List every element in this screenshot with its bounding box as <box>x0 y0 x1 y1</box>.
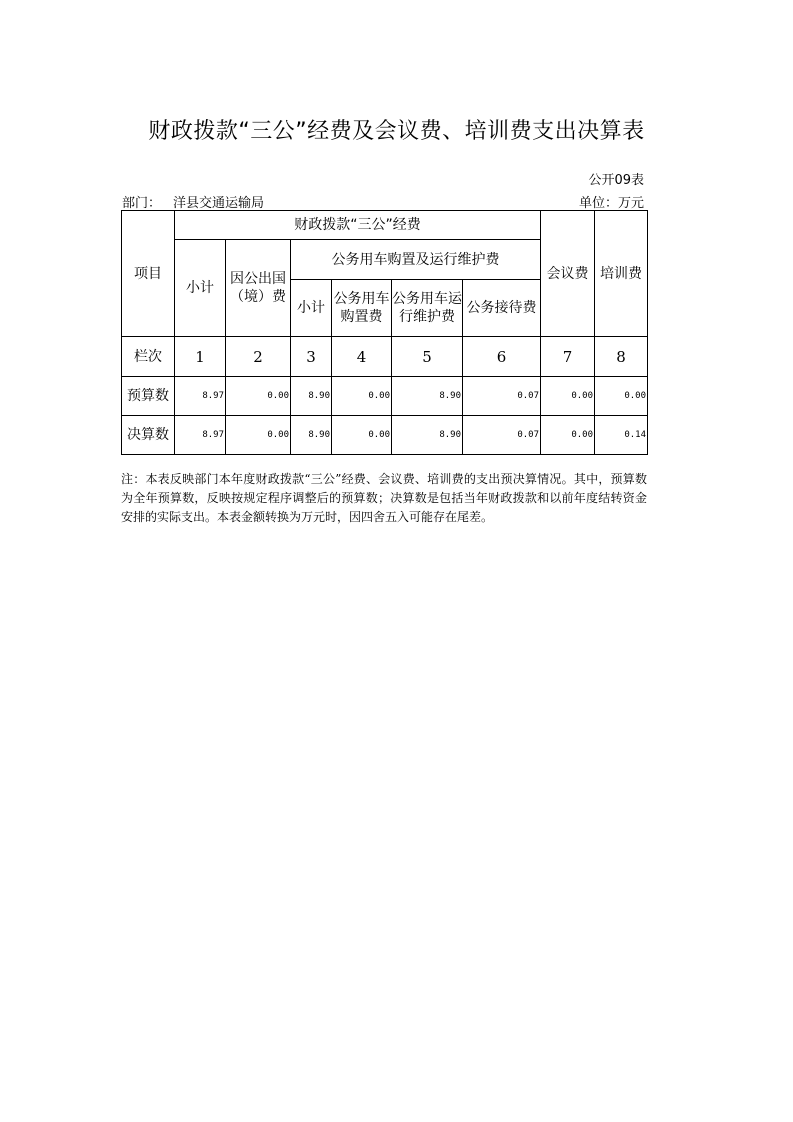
table-cell: 0.07 <box>463 416 541 455</box>
column-number: 6 <box>463 337 541 377</box>
form-number: 公开09表 <box>588 173 644 188</box>
table-cell: 0.00 <box>332 416 392 455</box>
column-number-label: 栏次 <box>122 337 175 377</box>
table-cell: 0.14 <box>595 416 648 455</box>
table-cell: 0.00 <box>332 377 392 416</box>
table-cell: 0.07 <box>463 377 541 416</box>
table-row <box>122 377 648 416</box>
table-cell: 8.97 <box>175 377 226 416</box>
column-number: 5 <box>392 337 463 377</box>
table-cell: 8.97 <box>175 416 226 455</box>
table-cell: 0.00 <box>226 377 291 416</box>
column-number: 4 <box>332 337 392 377</box>
table-cell: 0.00 <box>541 377 595 416</box>
unit-label: 单位：万元 <box>578 196 644 211</box>
table-cell: 8.90 <box>392 416 463 455</box>
column-number: 8 <box>595 337 648 377</box>
column-number: 3 <box>291 337 332 377</box>
expenditure-table <box>121 210 648 455</box>
column-number: 1 <box>175 337 226 377</box>
department-line <box>122 192 264 211</box>
row-label-final: 决算数 <box>122 416 175 455</box>
footnote: 注：本表反映部门本年度财政拨款“三公”经费、会议费、培训费的支出预决算情况。其中，预算数为全年预算数，反映按规定程序调整后的预算数；决算数是包括当年财政拨款和以前年度结转资金安排的实际支出。本表金额转换为万元时，因四舍五入可能存在尾差。 <box>121 472 647 524</box>
column-number-row <box>122 337 648 377</box>
header-meeting: 会议费 <box>541 211 595 337</box>
header-row-1 <box>122 211 648 240</box>
page-title: 财政拨款“三公”经费及会议费、培训费支出决算表 <box>148 119 645 144</box>
row-label-budget: 预算数 <box>122 377 175 416</box>
header-vehicle-purchase: 公务用车购置费 <box>332 280 392 337</box>
header-vehicle-subtotal: 小计 <box>291 280 332 337</box>
table-cell: 8.90 <box>291 377 332 416</box>
header-reception: 公务接待费 <box>463 280 541 337</box>
table-cell: 0.00 <box>541 416 595 455</box>
header-item: 项目 <box>122 211 175 337</box>
header-three-public: 财政拨款“三公”经费 <box>175 211 541 240</box>
column-number: 7 <box>541 337 595 377</box>
header-training: 培训费 <box>595 211 648 337</box>
header-vehicle-maintenance: 公务用车运行维护费 <box>392 280 463 337</box>
table-cell: 0.00 <box>595 377 648 416</box>
column-number: 2 <box>226 337 291 377</box>
header-vehicle: 公务用车购置及运行维护费 <box>291 240 541 280</box>
table-cell: 8.90 <box>291 416 332 455</box>
department-label: 部门： <box>122 196 162 211</box>
table-cell: 0.00 <box>226 416 291 455</box>
header-subtotal: 小计 <box>175 240 226 337</box>
table-row <box>122 416 648 455</box>
header-abroad: 因公出国（境）费 <box>226 240 291 337</box>
department-value: 洋县交通运输局 <box>173 196 265 211</box>
table-cell: 8.90 <box>392 377 463 416</box>
